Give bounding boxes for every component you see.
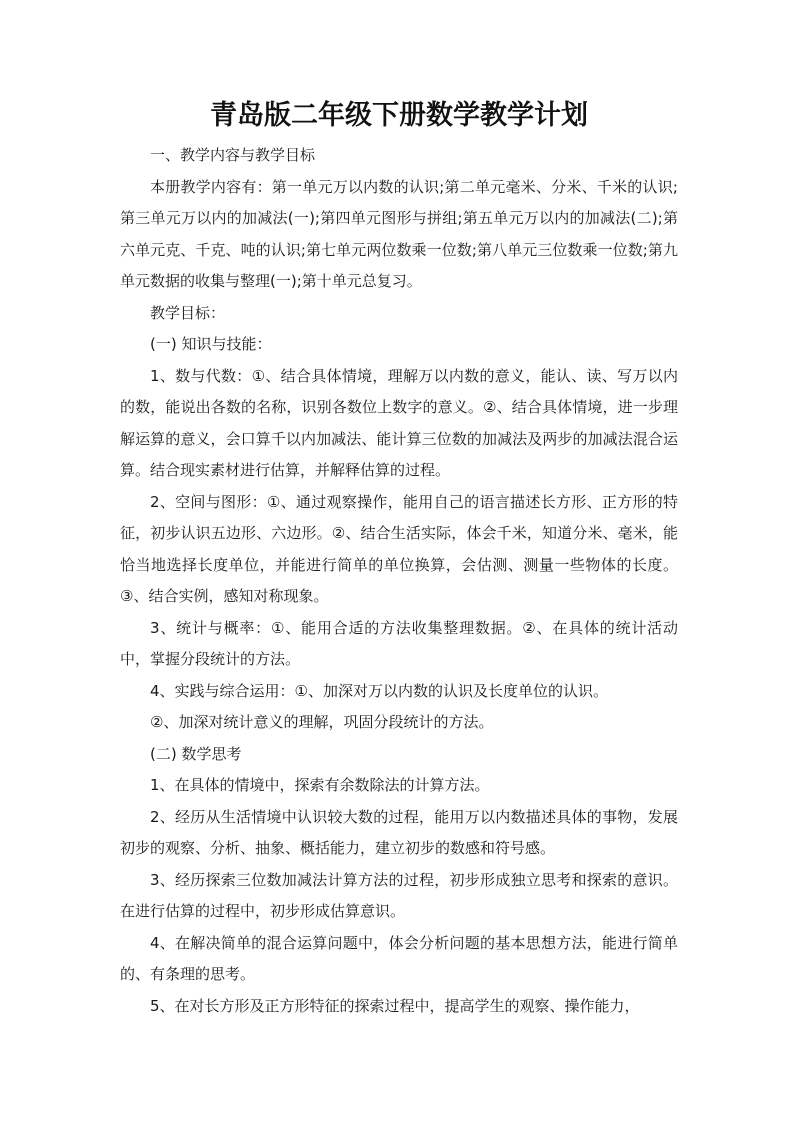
- paragraph-numbers-algebra: 1、数与代数：①、结合具体情境，理解万以内数的意义，能认、读、写万以内的数，能说出各数的名称，识别各数位上数字的意义。②、结合具体情境，进一步理解运算的意义，会口算千以内加减法、能计算三位数的加减法及两步的加减法混合运算。结合现实素材进行估算，并解释估算的过程。: [120, 366, 678, 479]
- goals-heading: 教学目标：: [150, 303, 226, 322]
- paragraph-content: 本册教学内容有：第一单元万以内数的认识;第二单元毫米、分米、千米的认识;第三单元万以内的加减法(一);第四单元图形与拼组;第五单元万以内的加减法(二);第六单元克、千克、吨的认识;第七单元两位数乘一位数;第八单元三位数乘一位数;第九单元数据的收集与整理(一);第十单元总复习。: [120, 177, 678, 290]
- paragraph-practice-application: 4、实践与综合运用：①、加深对万以内数的认识及长度单位的认识。: [150, 681, 608, 700]
- paragraph-thinking-1: 1、在具体的情境中，探索有余数除法的计算方法。: [150, 776, 490, 794]
- paragraph-statistics-probability: 3、统计与概率：①、能用合适的方法收集整理数据。②、在具体的统计活动中，掌握分段统计的方法。: [120, 618, 678, 668]
- paragraph-space-geometry: 2、空间与图形：①、通过观察操作，能用自己的语言描述长方形、正方形的特征，初步认识五边形、六边形。②、结合生活实际，体会千米，知道分米、毫米，能恰当地选择长度单位，并能进行简单的单位换算，会估测、测量一些物体的长度。③、结合实例，感知对称现象。: [120, 492, 678, 605]
- paragraph-thinking-3: 3、经历探索三位数加减法计算方法的过程，初步形成独立思考和探索的意识。在进行估算的过程中，初步形成估算意识。: [120, 870, 678, 920]
- subheading-knowledge-skills: (一) 知识与技能：: [150, 335, 272, 353]
- document-title: 青岛版二年级下册数学教学计划: [210, 100, 588, 131]
- document-body: [120, 92, 678, 1022]
- paragraph-thinking-5: 5、在对长方形及正方形特征的探索过程中，提高学生的观察、操作能力，: [150, 996, 640, 1015]
- subheading-math-thinking: (二) 数学思考: [150, 744, 242, 763]
- paragraph-practice-application-2: ②、加深对统计意义的理解，巩固分段统计的方法。: [150, 713, 494, 731]
- section-heading-content-goals: 一、教学内容与教学目标: [150, 146, 316, 164]
- paragraph-thinking-4: 4、在解决简单的混合运算问题中，体会分析问题的基本思想方法，能进行简单的、有条理的思考。: [120, 933, 678, 983]
- paragraph-thinking-2: 2、经历从生活情境中认识较大数的过程，能用万以内数描述具体的事物，发展初步的观察、分析、抽象、概括能力，建立初步的数感和符号感。: [120, 807, 678, 857]
